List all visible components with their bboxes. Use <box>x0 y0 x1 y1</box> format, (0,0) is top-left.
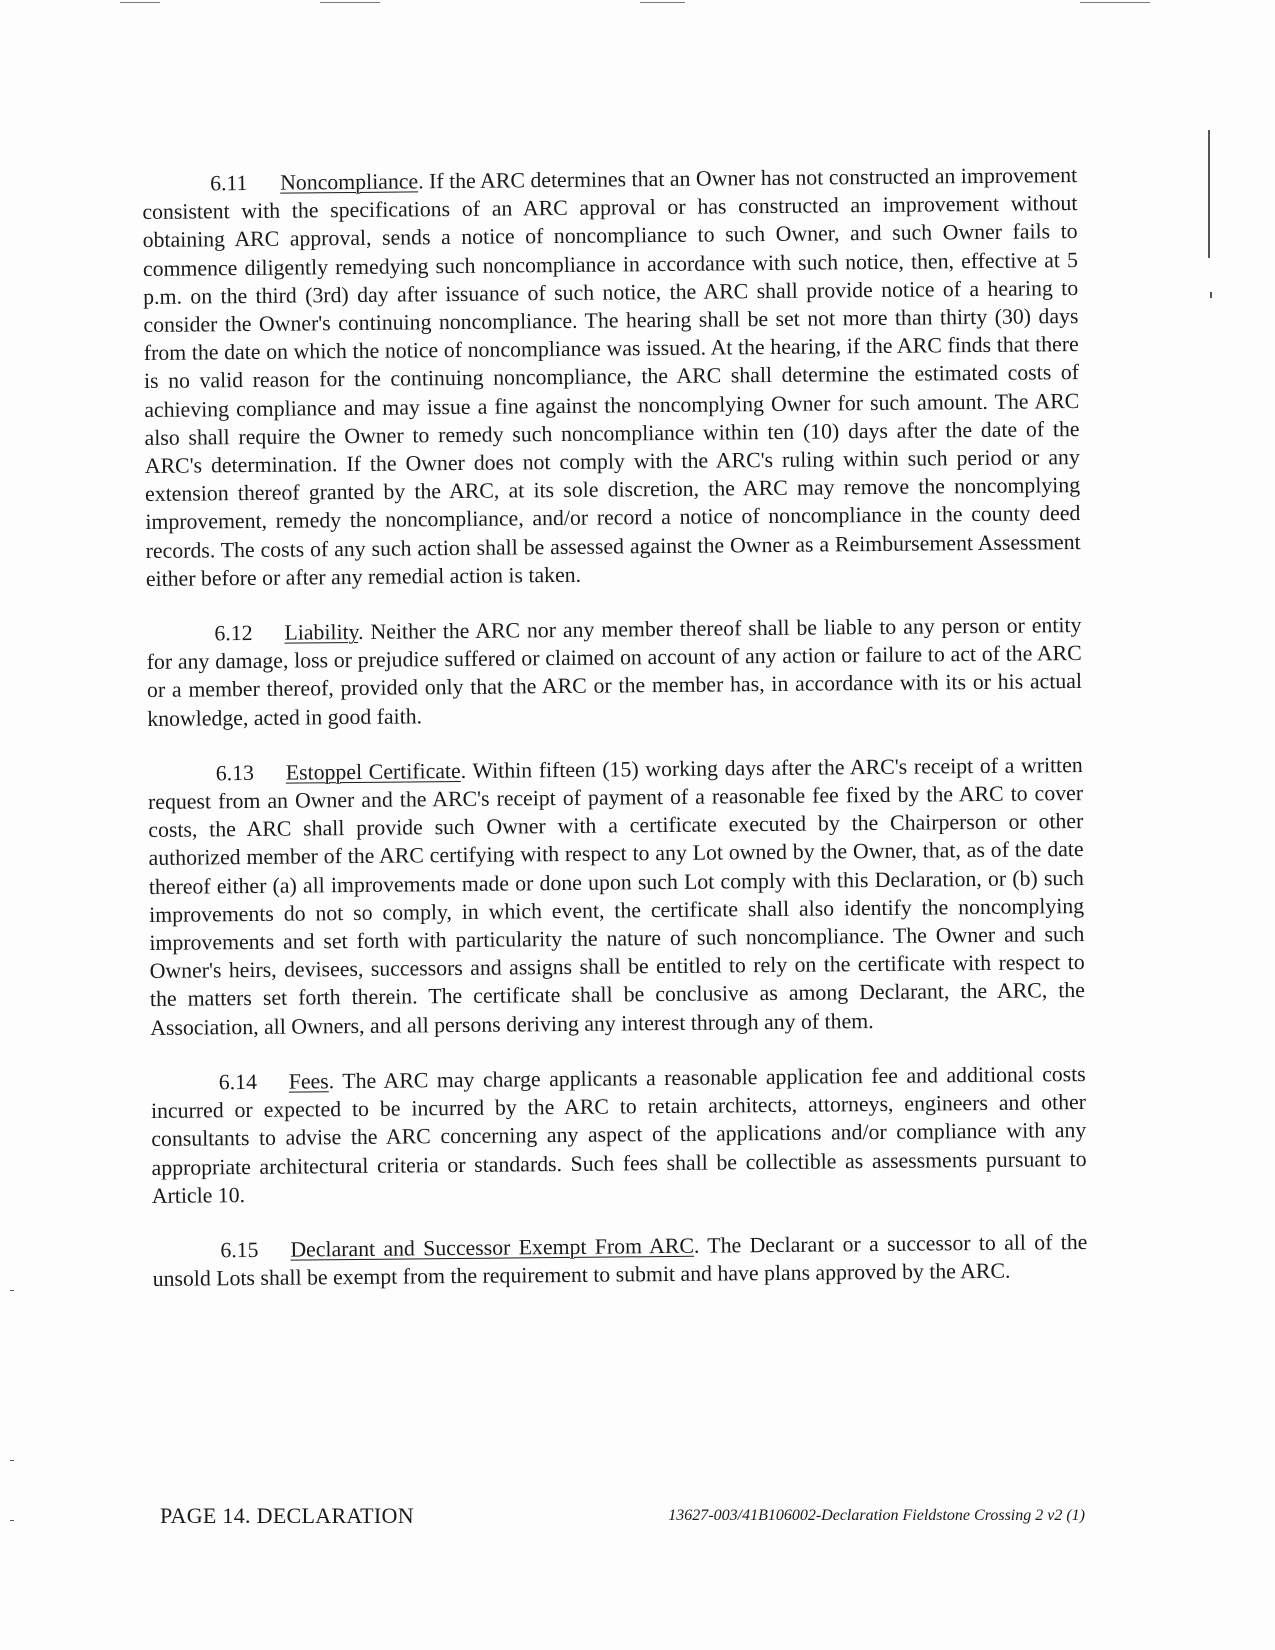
section-number: 6.14 <box>218 1069 258 1095</box>
section-number: 6.13 <box>215 760 255 786</box>
scan-artifact-top <box>320 2 380 3</box>
section-number: 6.15 <box>220 1237 259 1263</box>
section-text: . The Declarant or a successor to all of the unsold Lots shall be exempt from the requirement to submit and have plans approved by the ARC. <box>152 1229 1088 1292</box>
scan-artifact-top <box>1080 2 1150 3</box>
footer-page-label: PAGE 14. DECLARATION <box>160 1503 414 1528</box>
section-text: . The ARC may charge applicants a reasonable application fee and additional costs incurred or expected to be incurred by the ARC to retain architects, attorneys, engineers and other consultants to advise the ARC concerning any aspect of the applications and/or compliance with any appropriate architectural criteria or standards. Such fees shall be collectible as assessments pursuant to Article 10. <box>150 1061 1087 1208</box>
section-6-13 <box>148 751 1086 1042</box>
section-text: . If the ARC determines that an Owner has not constructed an improvement consistent with the specifications of an ARC approval or has constructed an improvement without obtaining ARC approval, sends a notice of noncompliance to such Owner, and such Owner fails to commence diligently remedying such noncompliance in accordance with such notice, then, effective at 5 p.m. on the third (3rd) day after issuance of such notice, the ARC shall provide notice of a hearing to consider the Owner's continuing noncompliance. The hearing shall be set not more than thirty (30) days from the date on which the notice of noncompliance was issued. At the hearing, if the ARC finds that there is no valid reason for the continuing noncompliance, the ARC shall determine the estimated costs of achieving compliance and may issue a fine against the noncomplying Owner for such amount. The ARC also shall require the Owner to remedy such noncompliance within ten (10) days after the date of the ARC's determination. If the Owner does not comply with the ARC's ruling within such period or any extension thereof granted by the ARC, at its sole discretion, the ARC may remove the noncomplying improvement, remedy the noncompliance, and/or record a notice of noncompliance in the county deed records. The costs of any such action shall be assessed against the Owner as a Reimbursement Assessment either before or after any remedial action is taken. <box>142 163 1081 591</box>
scan-artifact-left <box>10 1520 14 1521</box>
section-heading: Declarant and Successor Exempt From ARC <box>290 1233 695 1262</box>
section-6-12 <box>146 611 1082 733</box>
section-text: . Neither the ARC nor any member thereof shall be liable to any person or entity for any damage, loss or prejudice suffered or claimed on account of any action or failure to act of the ARC or a member thereof, provided only that the ARC or the member has, in accordance with its or his actual knowledge, acted in good faith. <box>146 613 1083 731</box>
section-6-11 <box>142 161 1081 593</box>
section-number: 6.11 <box>210 170 248 196</box>
section-text: . Within fifteen (15) working days after the ARC's receipt of a written request from an Owner and the ARC's receipt of payment of a reasonable fee fixed by the ARC to cover costs, the ARC shall provide such Owner with a certificate executed by the Chairperson or other authorized member of the ARC certifying with respect to any Lot owned by the Owner, that, as of the date thereof either (a) all improvements made or done upon such Lot comply with this Declaration, or (b) such improvements do not so comply, in which event, the certificate shall also identify the noncomplying improvements and set forth with particularity the nature of such noncompliance. The Owner and such Owner's heirs, devisees, successors and assigns shall be entitled to rely on the certificate with respect to the matters set forth therein. The certificate shall be conclusive as among Declarant, the ARC, the Association, all Owners, and all persons deriving any interest through any of them. <box>147 752 1086 1040</box>
section-6-14 <box>151 1060 1087 1210</box>
section-heading: Liability <box>284 619 359 645</box>
section-heading: Noncompliance <box>280 169 419 195</box>
section-number: 6.12 <box>214 621 253 646</box>
scan-artifact-left <box>10 1460 14 1461</box>
scan-artifact-right <box>1208 130 1210 258</box>
scan-artifact-top <box>640 2 685 3</box>
scan-artifact-top <box>120 2 160 3</box>
document-body <box>142 161 1088 1320</box>
scan-artifact-left <box>10 1290 14 1291</box>
scan-artifact-right <box>1210 292 1212 298</box>
footer-doc-id: 13627-003/41B106002-Declaration Fieldstone Crossing 2 v2 (1) <box>668 1507 1085 1524</box>
section-heading: Fees <box>288 1069 329 1094</box>
section-heading: Estoppel Certificate <box>285 758 461 785</box>
section-6-15 <box>152 1228 1087 1293</box>
